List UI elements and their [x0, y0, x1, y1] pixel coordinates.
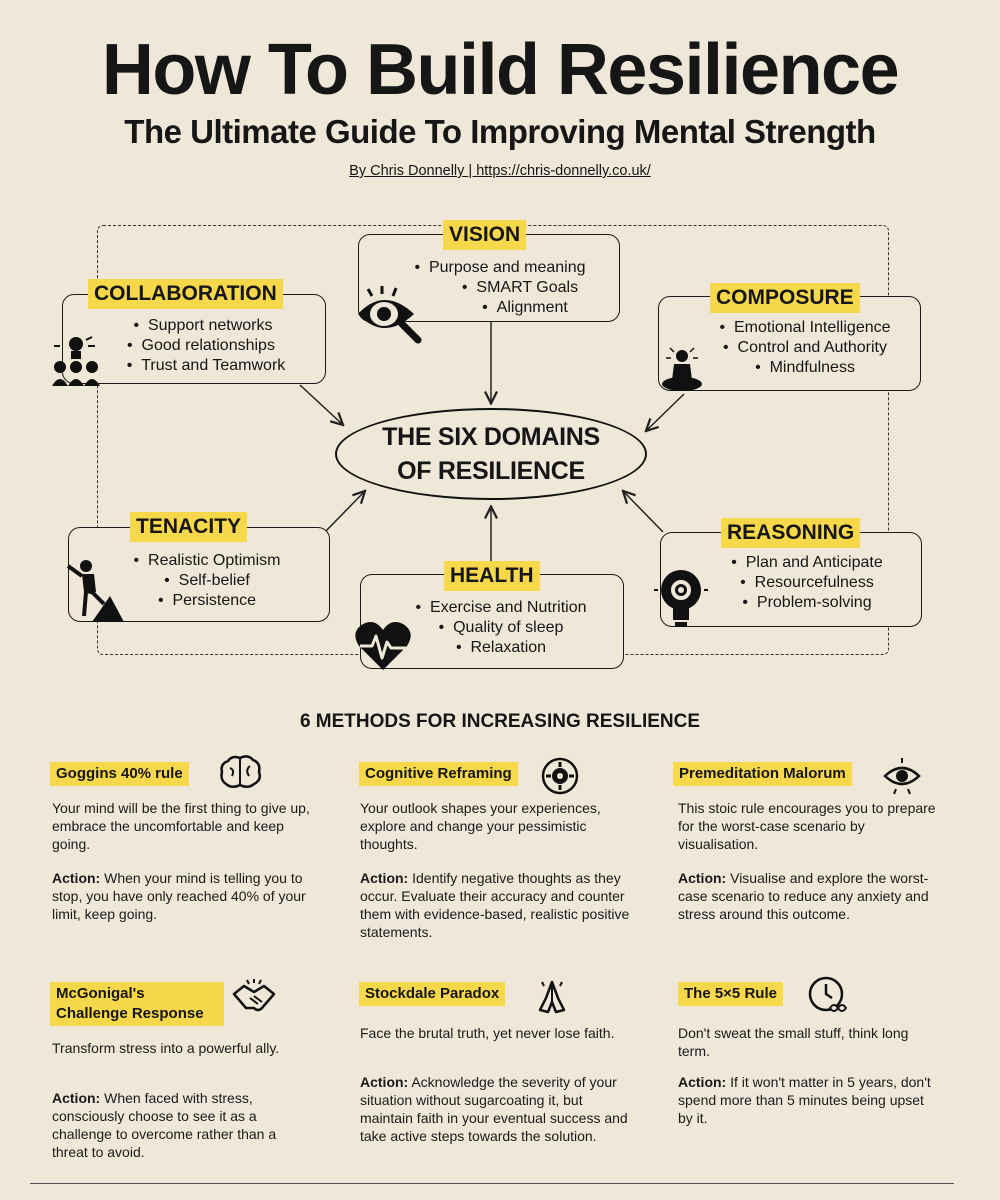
action-label: Action:	[678, 870, 727, 886]
method-action: Action: Acknowledge the severity of your situation without sugarcoating it, but maintain faith in your eventual success and take active steps towards the solution.	[360, 1074, 628, 1144]
arrow-reasoning	[624, 492, 663, 532]
domain-label-collaboration: COLLABORATION	[88, 279, 283, 309]
action-label: Action:	[360, 1074, 409, 1090]
method-description: Face the brutal truth, yet never lose faith.	[360, 1025, 615, 1041]
gear-head-icon	[540, 756, 580, 796]
climber-icon	[62, 556, 124, 624]
meditation-icon	[656, 344, 708, 396]
byline-link[interactable]: By Chris Donnelly | https://chris-donnelly.co.uk/	[349, 163, 651, 179]
action-label: Action:	[52, 1090, 101, 1106]
domain-label-vision: VISION	[443, 220, 526, 250]
arrow-tenacity	[324, 492, 364, 533]
method-description: Transform stress into a powerful ally.	[52, 1040, 280, 1056]
domain-label-health: HEALTH	[444, 561, 540, 591]
domain-items-collaboration: • Support networks • Good relationships • Trust and Teamwork	[96, 316, 316, 376]
praying-hands-icon	[534, 976, 570, 1016]
method-action: Action: When faced with stress, consciously choose to see it as a challenge to overcome rather than a threat to avoid.	[52, 1090, 277, 1160]
method-description: This stoic rule encourages you to prepare for the worst-case scenario by visualisation.	[678, 800, 936, 852]
domain-items-reasoning: • Plan and Anticipate • Resourcefulness • Problem-solving	[700, 553, 920, 613]
domain-label-reasoning: REASONING	[721, 518, 860, 548]
action-label: Action:	[52, 870, 101, 886]
method-title: Stockdale Paradox	[359, 982, 505, 1006]
method-action: Action: Identify negative thoughts as they occur. Evaluate their accuracy and counter them with evidence-based, realistic positive statements.	[360, 870, 630, 940]
eye-icon	[352, 284, 424, 344]
heartbeat-icon	[354, 620, 412, 672]
method-title: Goggins 40% rule	[50, 762, 189, 786]
domain-label-tenacity: TENACITY	[130, 512, 247, 542]
domain-items-vision: • Purpose and meaning • SMART Goals • Alignment	[390, 258, 620, 318]
eye-icon	[882, 756, 922, 796]
method-description: Your outlook shapes your experiences, explore and change your pessimistic thoughts.	[360, 800, 601, 852]
page-subtitle: The Ultimate Guide To Improving Mental Strength	[124, 113, 876, 150]
domain-items-tenacity: • Realistic Optimism • Self-belief • Persistence	[100, 551, 320, 611]
action-label: Action:	[360, 870, 409, 886]
method-description: Don't sweat the small stuff, think long term.	[678, 1025, 909, 1059]
method-description: Your mind will be the first thing to give up, embrace the uncomfortable and keep going.	[52, 800, 310, 852]
method-title: Premeditation Malorum	[673, 762, 852, 786]
domain-label-composure: COMPOSURE	[710, 283, 860, 313]
team-icon	[50, 334, 102, 388]
method-title: The 5×5 Rule	[678, 982, 783, 1006]
method-action: Action: If it won't matter in 5 years, don't spend more than 5 minutes being upset by it.	[678, 1074, 931, 1126]
action-label: Action:	[678, 1074, 727, 1090]
lightbulb-gear-icon	[652, 566, 710, 630]
arrow-collaboration	[300, 385, 342, 424]
page-title: How To Build Resilience	[101, 30, 899, 110]
domain-items-health: • Exercise and Nutrition • Quality of sleep • Relaxation	[394, 598, 614, 658]
arrow-composure	[647, 394, 684, 430]
clock-infinity-icon	[806, 974, 850, 1016]
handshake-icon	[232, 978, 276, 1018]
bottom-divider	[30, 1183, 954, 1184]
method-title: Cognitive Reframing	[359, 762, 518, 786]
method-title: McGonigal's Challenge Response	[50, 982, 224, 1026]
brain-icon	[218, 754, 262, 790]
domain-items-composure: • Emotional Intelligence • Control and Authority • Mindfulness	[700, 318, 920, 378]
method-action: Action: When your mind is telling you to stop, you have only reached 40% of your limit, keep going.	[52, 870, 306, 922]
methods-heading: 6 METHODS FOR INCREASING RESILIENCE	[299, 711, 701, 732]
center-title: THE SIX DOMAINS OF RESILIENCE	[382, 423, 600, 485]
method-action: Action: Visualise and explore the worst-case scenario to reduce any anxiety and stress around this outcome.	[678, 870, 929, 922]
